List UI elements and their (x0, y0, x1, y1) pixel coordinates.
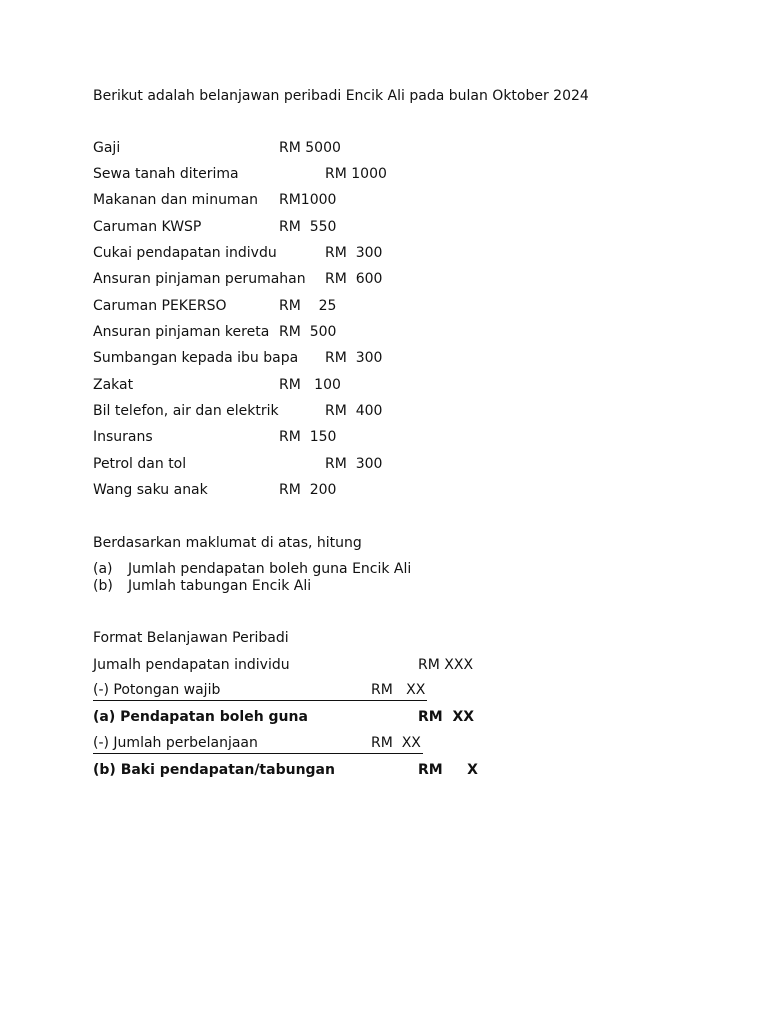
item-amount: RM 500 (279, 324, 337, 340)
item-amount: RM 1000 (325, 166, 387, 182)
item-label: Bil telefon, air dan elektrik (93, 403, 279, 419)
item-amount: RM1000 (279, 192, 337, 208)
format-row-amount: RM X (418, 762, 478, 778)
item-label: Caruman KWSP (93, 219, 202, 235)
item-label: Gaji (93, 140, 121, 156)
item-label: Sumbangan kepada ibu bapa (93, 350, 299, 366)
item-label: Makanan dan minuman (93, 192, 259, 208)
question-prompt: Berdasarkan maklumat di atas, hitung (93, 535, 362, 551)
item-label: Caruman PEKERSO (93, 298, 227, 314)
item-label: Zakat (93, 377, 134, 393)
format-row-label: (b) Baki pendapatan/tabungan (93, 762, 335, 778)
item-amount: RM 5000 (279, 140, 341, 156)
format-row-amount: RM XXX (418, 657, 474, 673)
item-amount: RM 150 (279, 429, 337, 445)
format-row-amount: RM XX (371, 682, 426, 698)
item-label: Wang saku anak (93, 482, 208, 498)
item-amount: RM 300 (325, 456, 383, 472)
item-amount: RM 25 (279, 298, 337, 314)
format-row-label: Jumalh pendapatan individu (93, 657, 290, 673)
format-row-underlined (93, 682, 427, 701)
item-amount: RM 100 (279, 377, 341, 393)
intro-text: Berikut adalah belanjawan peribadi Encik Ali pada bulan Oktober 2024 (93, 88, 589, 104)
item-amount: RM 300 (325, 350, 383, 366)
item-label: Insurans (93, 429, 153, 445)
format-row-total (93, 761, 478, 833)
item-amount: RM 300 (325, 245, 383, 261)
format-row-underlined (93, 735, 423, 754)
item-label: Cukai pendapatan indivdu (93, 245, 277, 261)
format-row-amount: RM XX (371, 735, 421, 751)
item-amount: RM 600 (325, 271, 383, 287)
item-label: Sewa tanah diterima (93, 166, 239, 182)
item-label: Ansuran pinjaman kereta (93, 324, 270, 340)
question-text: Jumlah pendapatan boleh guna Encik Ali (128, 561, 412, 577)
format-title: Format Belanjawan Peribadi (93, 630, 289, 646)
item-label: Petrol dan tol (93, 456, 187, 472)
question-marker: (b) (93, 578, 113, 594)
question-text: Jumlah tabungan Encik Ali (128, 578, 312, 594)
item-amount: RM 550 (279, 219, 337, 235)
format-row-label: (-) Jumlah perbelanjaan (93, 735, 258, 751)
format-row-amount: RM XX (418, 709, 475, 725)
question-marker: (a) (93, 561, 113, 577)
format-row-label: (-) Potongan wajib (93, 682, 221, 698)
format-row-label: (a) Pendapatan boleh guna (93, 709, 308, 725)
item-amount: RM 400 (325, 403, 383, 419)
item-label: Ansuran pinjaman perumahan (93, 271, 306, 287)
item-amount: RM 200 (279, 482, 337, 498)
